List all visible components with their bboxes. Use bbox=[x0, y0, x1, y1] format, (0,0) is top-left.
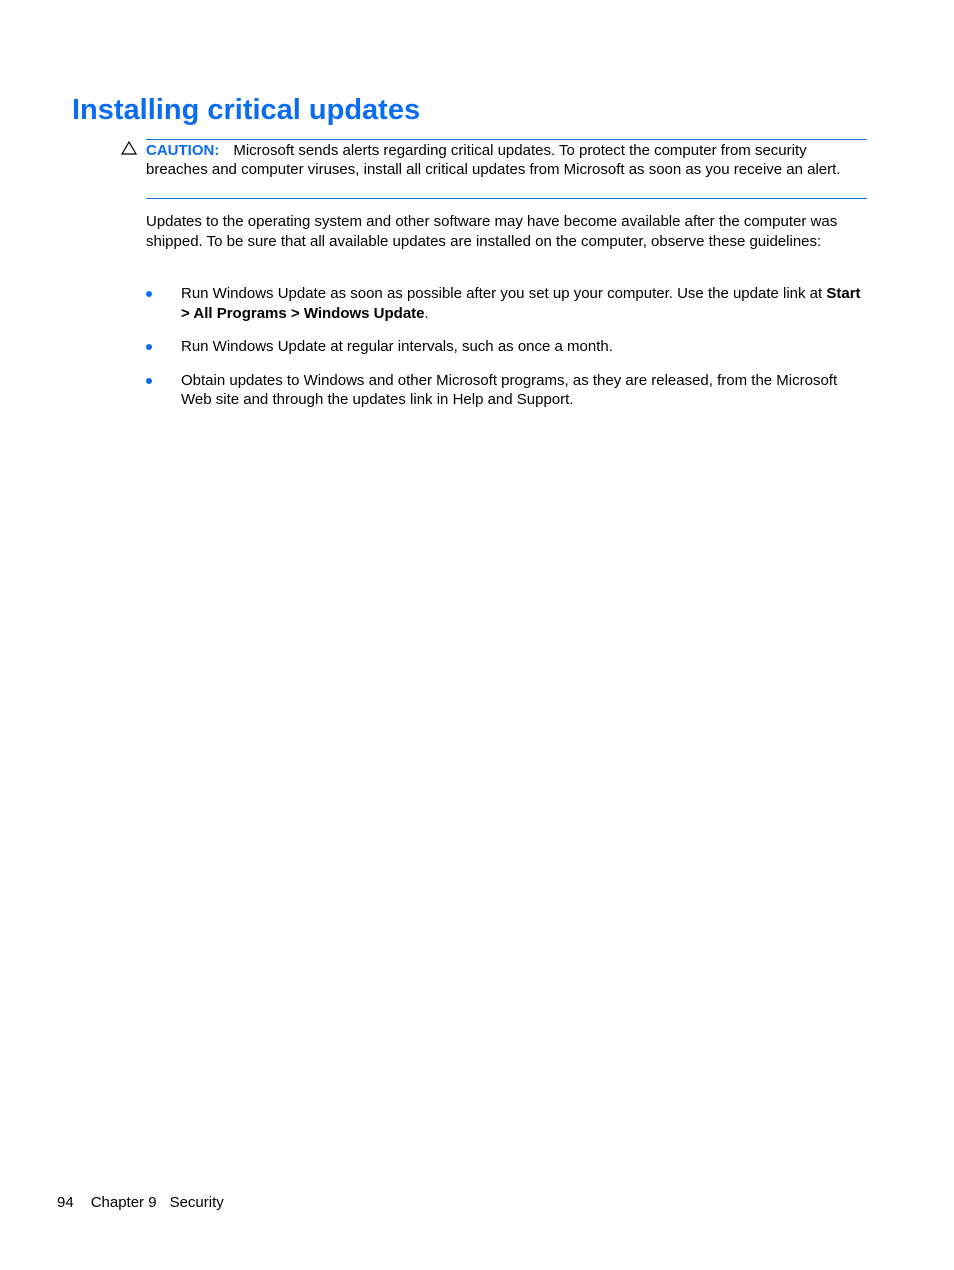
menu-path: Start > All Programs > Windows Update bbox=[181, 285, 861, 322]
caution-text-block bbox=[146, 141, 867, 179]
list-item-text: Run Windows Update as soon as possible after you set up your computer. Use the update link at bbox=[181, 285, 827, 302]
caution-label: CAUTION: bbox=[146, 142, 220, 159]
bullet-icon bbox=[146, 344, 152, 350]
bullet-icon bbox=[146, 291, 152, 297]
page-title: Installing critical updates bbox=[72, 94, 421, 126]
caution-triangle-icon bbox=[121, 141, 137, 155]
caution-notice bbox=[146, 139, 867, 199]
bullet-icon bbox=[146, 378, 152, 384]
list-item bbox=[146, 371, 867, 410]
list-item-text: Obtain updates to Windows and other Microsoft programs, as they are released, from the Microsoft Web site and through the updates link in Help and Support. bbox=[181, 371, 838, 408]
list-item-text-end: . bbox=[424, 304, 429, 322]
list-item bbox=[146, 337, 867, 357]
page-footer bbox=[57, 1193, 224, 1212]
section-label: Security bbox=[169, 1194, 224, 1211]
caution-message: Microsoft sends alerts regarding critical updates. To protect the computer from security breaches and computer viruses, install all critical updates from Microsoft as soon as you receive an alert. bbox=[146, 142, 841, 178]
page-number: 94 bbox=[57, 1194, 74, 1211]
chapter-label: Chapter 9 bbox=[90, 1194, 157, 1211]
list-item-text: Run Windows Update at regular intervals, such as once a month. bbox=[181, 338, 613, 355]
list-item bbox=[146, 284, 867, 323]
intro-paragraph: Updates to the operating system and other software may have become available after the computer was shipped. To be sure that all available updates are installed on the computer, observe these guidelines: bbox=[146, 213, 838, 250]
guidelines-list bbox=[146, 284, 867, 424]
